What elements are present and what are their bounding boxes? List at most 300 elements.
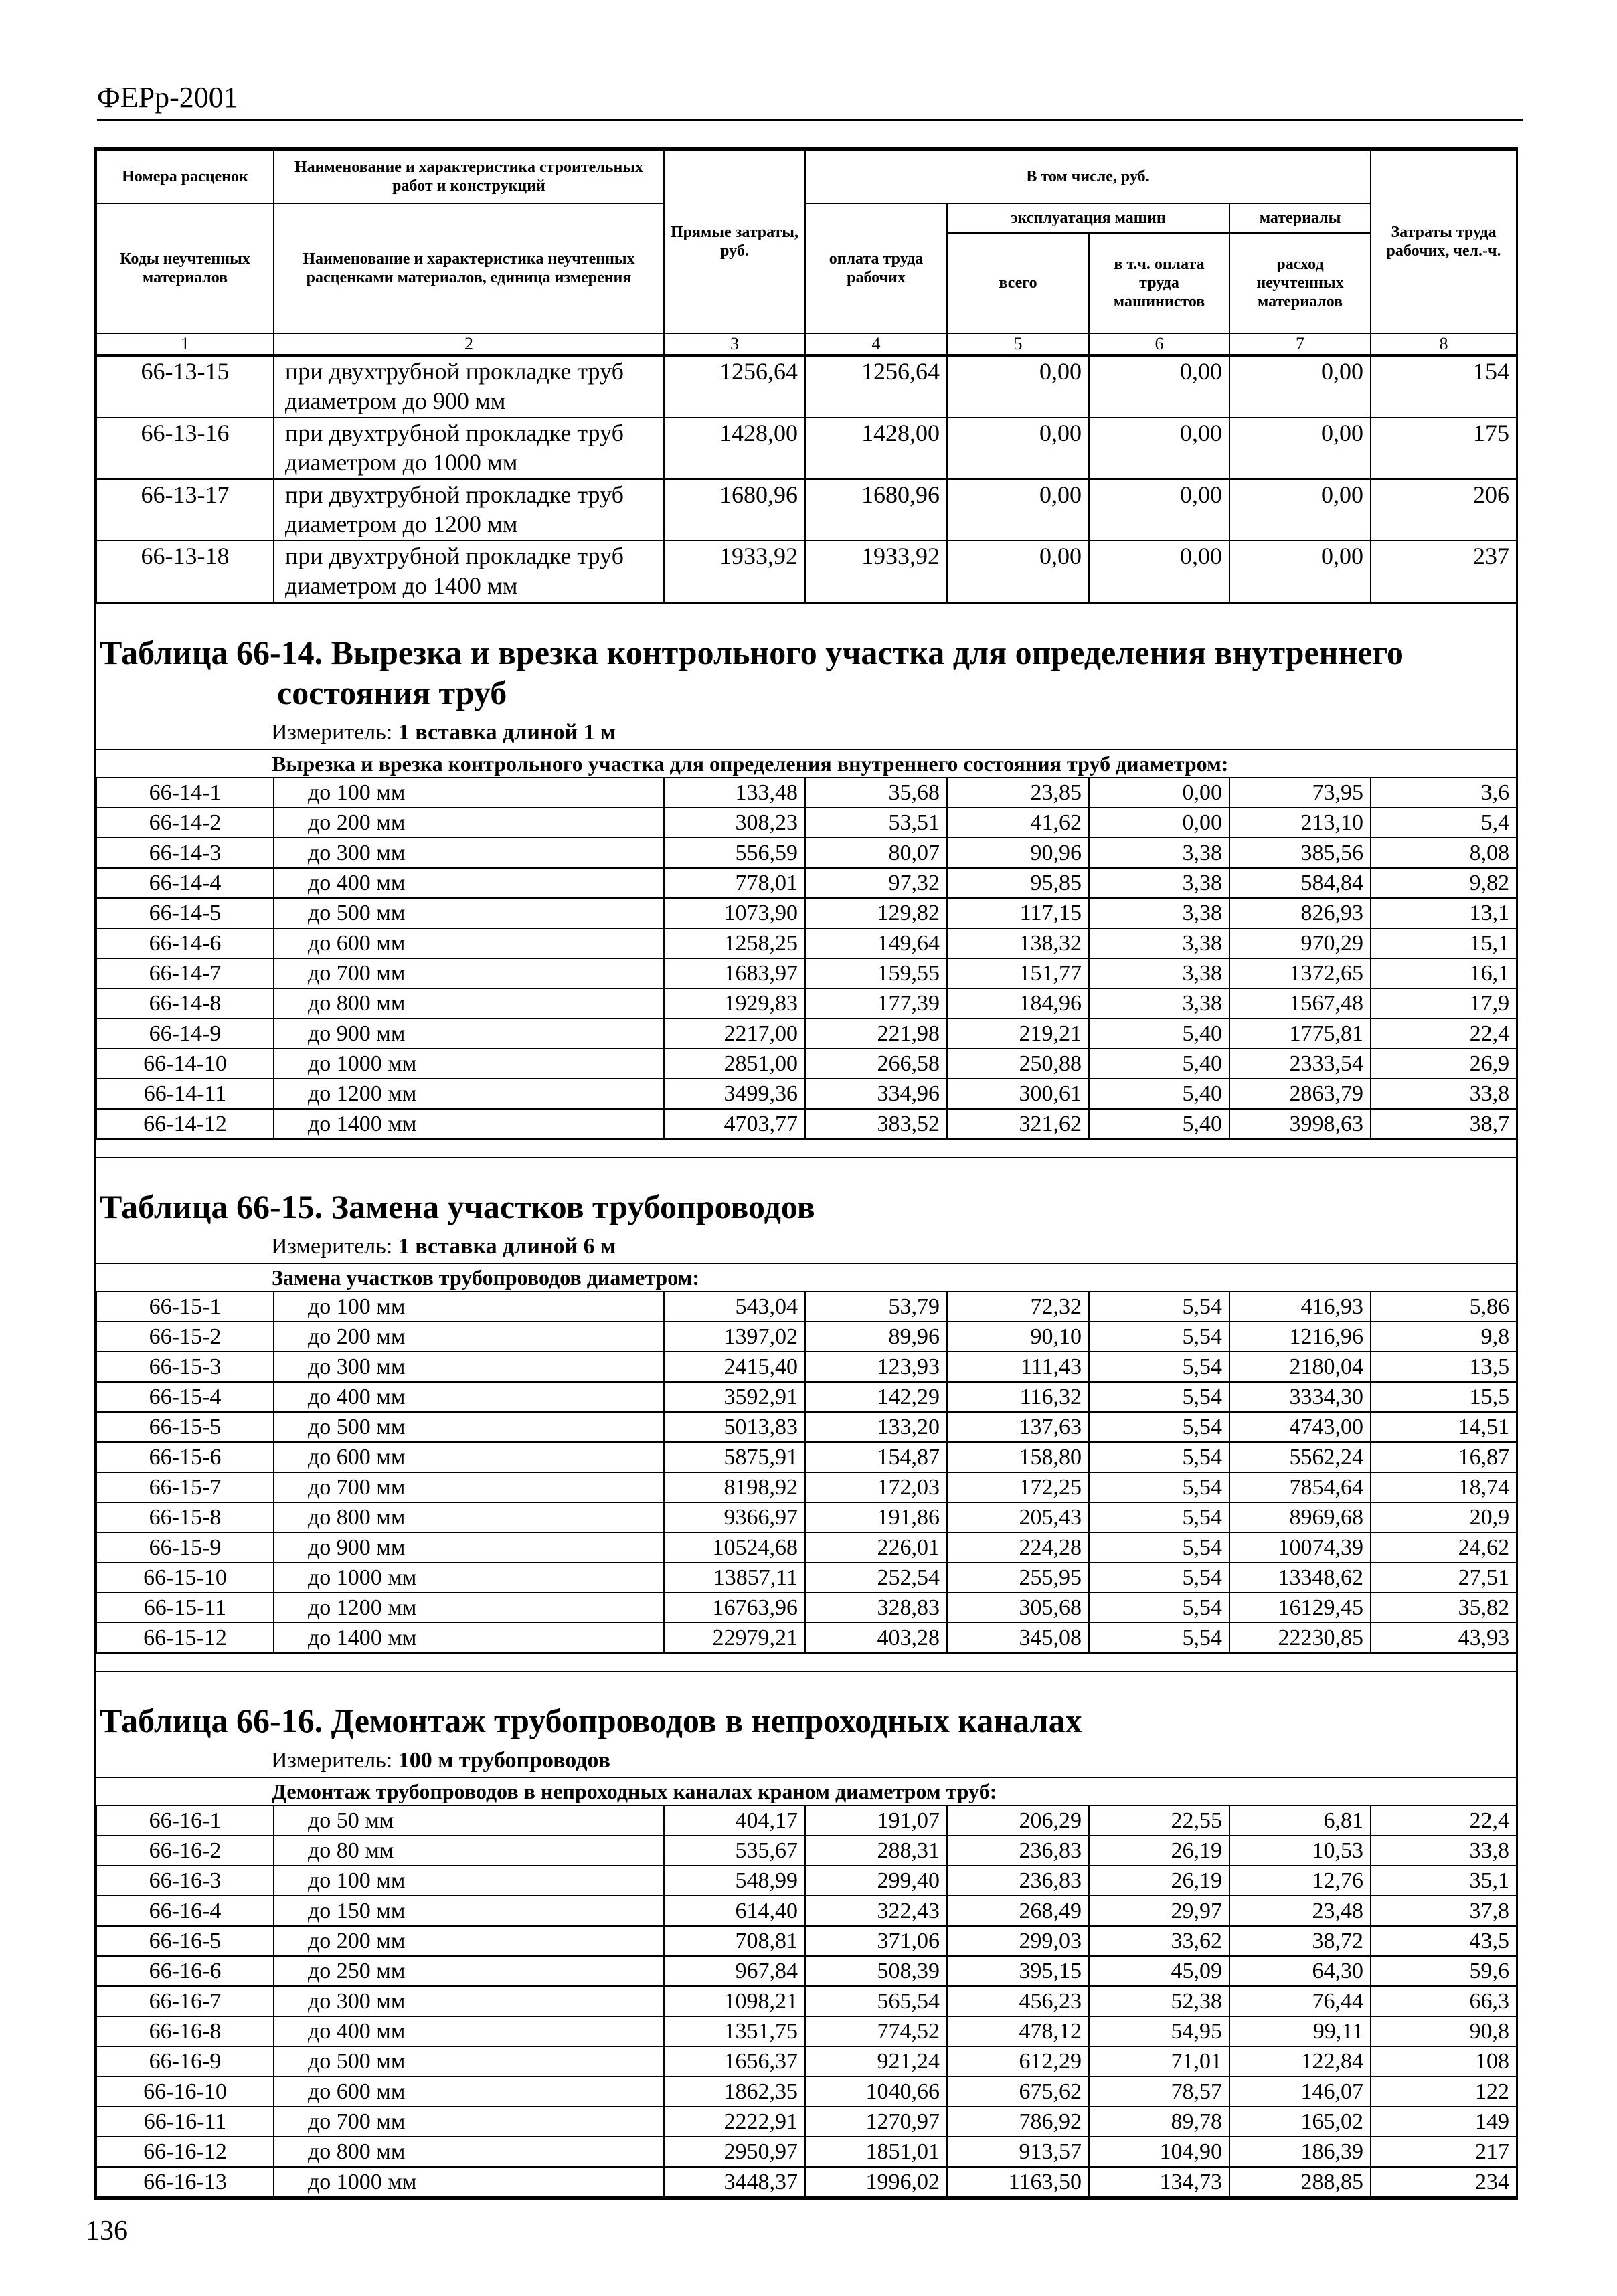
worker-pay-cell: 97,32 xyxy=(805,868,947,898)
machinist-pay-cell: 45,09 xyxy=(1089,1956,1229,1986)
machinist-pay-cell: 33,62 xyxy=(1089,1926,1229,1956)
table-row xyxy=(96,808,1517,838)
table-row xyxy=(96,1563,1517,1593)
machines-total-cell: 205,43 xyxy=(947,1502,1089,1532)
rate-code-cell: 66-14-6 xyxy=(96,928,274,958)
worker-pay-cell: 1428,00 xyxy=(805,418,947,479)
meter-row: Измеритель: 1 вставка длиной 6 м xyxy=(271,1234,616,1259)
direct-costs-cell: 1862,35 xyxy=(664,2077,805,2107)
section-66-14 xyxy=(96,603,1516,1157)
machines-total-cell: 184,96 xyxy=(947,988,1089,1019)
materials-cell: 1775,81 xyxy=(1229,1019,1371,1049)
labor-hours-cell: 22,4 xyxy=(1371,1019,1517,1049)
header-labor-costs: Затраты труда рабочих, чел.-ч. xyxy=(1371,150,1517,333)
worker-pay-cell: 221,98 xyxy=(805,1019,947,1049)
machines-total-cell: 158,80 xyxy=(947,1442,1089,1472)
machinist-pay-cell: 5,54 xyxy=(1089,1292,1229,1322)
labor-hours-cell: 108 xyxy=(1371,2046,1517,2077)
worker-pay-cell: 383,52 xyxy=(805,1109,947,1139)
worker-pay-cell: 1256,64 xyxy=(805,356,947,418)
materials-cell: 10074,39 xyxy=(1229,1532,1371,1563)
machines-total-cell: 300,61 xyxy=(947,1079,1089,1109)
rate-code-cell: 66-16-5 xyxy=(96,1926,274,1956)
direct-costs-cell: 1397,02 xyxy=(664,1322,805,1352)
table-row xyxy=(96,1382,1517,1412)
machinist-pay-cell: 5,54 xyxy=(1089,1532,1229,1563)
rate-code-cell: 66-16-8 xyxy=(96,2016,274,2046)
table-row xyxy=(96,1623,1517,1653)
direct-costs-cell: 5013,83 xyxy=(664,1412,805,1442)
work-name-cell: до 800 мм xyxy=(274,988,664,1019)
machinist-pay-cell: 52,38 xyxy=(1089,1986,1229,2016)
column-number: 3 xyxy=(664,333,805,355)
work-name-cell: до 500 мм xyxy=(274,1412,664,1442)
direct-costs-cell: 2222,91 xyxy=(664,2107,805,2137)
direct-costs-cell: 9366,97 xyxy=(664,1502,805,1532)
machinist-pay-cell: 54,95 xyxy=(1089,2016,1229,2046)
rate-code-cell: 66-14-11 xyxy=(96,1079,274,1109)
machines-total-cell: 151,77 xyxy=(947,958,1089,988)
labor-hours-cell: 237 xyxy=(1371,541,1517,602)
header-direct-costs: Прямые затраты, руб. xyxy=(664,150,805,333)
materials-cell: 0,00 xyxy=(1229,418,1371,479)
materials-cell: 12,76 xyxy=(1229,1866,1371,1896)
work-name-cell: до 500 мм xyxy=(274,898,664,928)
labor-hours-cell: 149 xyxy=(1371,2107,1517,2137)
work-name-cell: при двухтрубной прокладке труб диаметром до 1000 мм xyxy=(274,418,664,479)
rate-code-cell: 66-15-3 xyxy=(96,1352,274,1382)
column-number: 6 xyxy=(1089,333,1229,355)
table-row xyxy=(96,928,1517,958)
materials-cell: 1567,48 xyxy=(1229,988,1371,1019)
direct-costs-cell: 22979,21 xyxy=(664,1623,805,1653)
machines-total-cell: 321,62 xyxy=(947,1109,1089,1139)
direct-costs-cell: 5875,91 xyxy=(664,1442,805,1472)
table-row xyxy=(96,1292,1517,1322)
labor-hours-cell: 206 xyxy=(1371,479,1517,541)
labor-hours-cell: 59,6 xyxy=(1371,1956,1517,1986)
labor-hours-cell: 90,8 xyxy=(1371,2016,1517,2046)
machines-total-cell: 255,95 xyxy=(947,1563,1089,1593)
table-row xyxy=(96,1956,1517,1986)
worker-pay-cell: 159,55 xyxy=(805,958,947,988)
materials-cell: 8969,68 xyxy=(1229,1502,1371,1532)
header-including: В том числе, руб. xyxy=(805,150,1371,203)
rate-code-cell: 66-16-1 xyxy=(96,1805,274,1836)
work-name-cell: при двухтрубной прокладке труб диаметром до 1400 мм xyxy=(274,541,664,602)
direct-costs-cell: 778,01 xyxy=(664,868,805,898)
machines-total-cell: 236,83 xyxy=(947,1866,1089,1896)
machines-total-cell: 0,00 xyxy=(947,479,1089,541)
worker-pay-cell: 191,86 xyxy=(805,1502,947,1532)
rate-code-cell: 66-14-3 xyxy=(96,838,274,868)
machines-total-cell: 206,29 xyxy=(947,1805,1089,1836)
subheading-row: Замена участков трубопроводов диаметром: xyxy=(96,1263,1517,1292)
work-name-cell: до 900 мм xyxy=(274,1532,664,1563)
work-name-cell: до 300 мм xyxy=(274,838,664,868)
direct-costs-cell: 2950,97 xyxy=(664,2137,805,2167)
table-row xyxy=(96,1593,1517,1623)
work-name-cell: до 150 мм xyxy=(274,1896,664,1926)
materials-cell: 6,81 xyxy=(1229,1805,1371,1836)
worker-pay-cell: 403,28 xyxy=(805,1623,947,1653)
machinist-pay-cell: 29,97 xyxy=(1089,1896,1229,1926)
rate-code-cell: 66-16-9 xyxy=(96,2046,274,2077)
machines-total-cell: 138,32 xyxy=(947,928,1089,958)
direct-costs-cell: 4703,77 xyxy=(664,1109,805,1139)
labor-hours-cell: 217 xyxy=(1371,2137,1517,2167)
column-number: 2 xyxy=(274,333,664,355)
machines-total-cell: 478,12 xyxy=(947,2016,1089,2046)
rate-code-cell: 66-13-18 xyxy=(96,541,274,602)
machinist-pay-cell: 104,90 xyxy=(1089,2137,1229,2167)
machines-total-cell: 305,68 xyxy=(947,1593,1089,1623)
materials-cell: 970,29 xyxy=(1229,928,1371,958)
worker-pay-cell: 133,20 xyxy=(805,1412,947,1442)
worker-pay-cell: 53,51 xyxy=(805,808,947,838)
direct-costs-cell: 967,84 xyxy=(664,1956,805,1986)
labor-hours-cell: 5,86 xyxy=(1371,1292,1517,1322)
machinist-pay-cell: 5,54 xyxy=(1089,1472,1229,1502)
worker-pay-cell: 565,54 xyxy=(805,1986,947,2016)
materials-cell: 0,00 xyxy=(1229,479,1371,541)
materials-cell: 73,95 xyxy=(1229,778,1371,808)
direct-costs-cell: 1256,64 xyxy=(664,356,805,418)
table-row xyxy=(96,2137,1517,2167)
rate-code-cell: 66-16-7 xyxy=(96,1986,274,2016)
labor-hours-cell: 22,4 xyxy=(1371,1805,1517,1836)
worker-pay-cell: 1040,66 xyxy=(805,2077,947,2107)
materials-cell: 146,07 xyxy=(1229,2077,1371,2107)
section-title: Таблица 66-15. Замена участков трубопроводов xyxy=(100,1188,815,1225)
materials-cell: 288,85 xyxy=(1229,2167,1371,2197)
worker-pay-cell: 89,96 xyxy=(805,1322,947,1352)
rate-code-cell: 66-16-10 xyxy=(96,2077,274,2107)
rate-code-cell: 66-14-12 xyxy=(96,1109,274,1139)
work-name-cell: до 600 мм xyxy=(274,1442,664,1472)
materials-cell: 186,39 xyxy=(1229,2137,1371,2167)
table-row xyxy=(96,1836,1517,1866)
direct-costs-cell: 10524,68 xyxy=(664,1532,805,1563)
machinist-pay-cell: 3,38 xyxy=(1089,898,1229,928)
section-66-16 xyxy=(96,1671,1516,2198)
rate-code-cell: 66-14-10 xyxy=(96,1049,274,1079)
machinist-pay-cell: 5,54 xyxy=(1089,1322,1229,1352)
rate-code-cell: 66-14-9 xyxy=(96,1019,274,1049)
machines-total-cell: 219,21 xyxy=(947,1019,1089,1049)
table-row xyxy=(96,2107,1517,2137)
table-row xyxy=(96,778,1517,808)
work-name-cell: до 200 мм xyxy=(274,1322,664,1352)
direct-costs-cell: 1683,97 xyxy=(664,958,805,988)
table-row xyxy=(96,541,1517,602)
direct-costs-cell: 8198,92 xyxy=(664,1472,805,1502)
worker-pay-cell: 226,01 xyxy=(805,1532,947,1563)
work-name-cell: до 400 мм xyxy=(274,2016,664,2046)
machinist-pay-cell: 134,73 xyxy=(1089,2167,1229,2197)
materials-cell: 2180,04 xyxy=(1229,1352,1371,1382)
header-material-codes: Коды неучтенных материалов xyxy=(96,203,274,333)
materials-cell: 0,00 xyxy=(1229,356,1371,418)
worker-pay-cell: 252,54 xyxy=(805,1563,947,1593)
meter-row: Измеритель: 1 вставка длиной 1 м xyxy=(271,720,616,745)
materials-cell: 385,56 xyxy=(1229,838,1371,868)
machines-total-cell: 612,29 xyxy=(947,2046,1089,2077)
rates-sheet xyxy=(94,147,1518,2200)
machines-total-cell: 268,49 xyxy=(947,1896,1089,1926)
direct-costs-cell: 1351,75 xyxy=(664,2016,805,2046)
direct-costs-cell: 1656,37 xyxy=(664,2046,805,2077)
work-name-cell: при двухтрубной прокладке труб диаметром до 1200 мм xyxy=(274,479,664,541)
machines-total-cell: 95,85 xyxy=(947,868,1089,898)
materials-cell: 0,00 xyxy=(1229,541,1371,602)
labor-hours-cell: 15,1 xyxy=(1371,928,1517,958)
worker-pay-cell: 1680,96 xyxy=(805,479,947,541)
meter-row: Измеритель: 100 м трубопроводов xyxy=(271,1748,611,1773)
direct-costs-cell: 1929,83 xyxy=(664,988,805,1019)
worker-pay-cell: 1933,92 xyxy=(805,541,947,602)
machinist-pay-cell: 3,38 xyxy=(1089,838,1229,868)
rate-code-cell: 66-15-12 xyxy=(96,1623,274,1653)
table-row xyxy=(96,1926,1517,1956)
work-name-cell: до 1000 мм xyxy=(274,2167,664,2197)
column-numbers-row xyxy=(96,333,1517,355)
materials-cell: 1216,96 xyxy=(1229,1322,1371,1352)
work-name-cell: до 900 мм xyxy=(274,1019,664,1049)
direct-costs-cell: 16763,96 xyxy=(664,1593,805,1623)
materials-cell: 16129,45 xyxy=(1229,1593,1371,1623)
machines-total-cell: 395,15 xyxy=(947,1956,1089,1986)
table-66-15 xyxy=(96,1263,1517,1654)
labor-hours-cell: 8,08 xyxy=(1371,838,1517,868)
machines-total-cell: 299,03 xyxy=(947,1926,1089,1956)
table-row xyxy=(96,1049,1517,1079)
machines-total-cell: 137,63 xyxy=(947,1412,1089,1442)
work-name-cell: до 200 мм xyxy=(274,808,664,838)
subheading-row: Вырезка и врезка контрольного участка для определения внутреннего состояния труб диаметром: xyxy=(96,749,1517,778)
labor-hours-cell: 26,9 xyxy=(1371,1049,1517,1079)
work-name-cell: до 600 мм xyxy=(274,2077,664,2107)
materials-cell: 3998,63 xyxy=(1229,1109,1371,1139)
materials-cell: 416,93 xyxy=(1229,1292,1371,1322)
machinist-pay-cell: 3,38 xyxy=(1089,958,1229,988)
machines-total-cell: 90,96 xyxy=(947,838,1089,868)
work-name-cell: до 50 мм xyxy=(274,1805,664,1836)
machinist-pay-cell: 5,54 xyxy=(1089,1623,1229,1653)
labor-hours-cell: 16,87 xyxy=(1371,1442,1517,1472)
materials-cell: 99,11 xyxy=(1229,2016,1371,2046)
direct-costs-cell: 133,48 xyxy=(664,778,805,808)
labor-hours-cell: 35,82 xyxy=(1371,1593,1517,1623)
labor-hours-cell: 27,51 xyxy=(1371,1563,1517,1593)
work-name-cell: до 300 мм xyxy=(274,1352,664,1382)
direct-costs-cell: 1680,96 xyxy=(664,479,805,541)
machines-total-cell: 23,85 xyxy=(947,778,1089,808)
direct-costs-cell: 614,40 xyxy=(664,1896,805,1926)
header-worker-pay: оплата труда рабочих xyxy=(805,203,947,333)
labor-hours-cell: 37,8 xyxy=(1371,1896,1517,1926)
machinist-pay-cell: 5,40 xyxy=(1089,1079,1229,1109)
machines-total-cell: 250,88 xyxy=(947,1049,1089,1079)
labor-hours-cell: 14,51 xyxy=(1371,1412,1517,1442)
direct-costs-cell: 708,81 xyxy=(664,1926,805,1956)
machines-total-cell: 0,00 xyxy=(947,356,1089,418)
labor-hours-cell: 234 xyxy=(1371,2167,1517,2197)
header-work-name: Наименование и характеристика строительных работ и конструкций xyxy=(274,150,664,203)
rate-code-cell: 66-15-1 xyxy=(96,1292,274,1322)
work-name-cell: до 1200 мм xyxy=(274,1079,664,1109)
table-row xyxy=(96,2016,1517,2046)
header-material-name: Наименование и характеристика неучтенных расценками материалов, единица измерения xyxy=(274,203,664,333)
materials-cell: 22230,85 xyxy=(1229,1623,1371,1653)
rate-code-cell: 66-15-6 xyxy=(96,1442,274,1472)
rate-code-cell: 66-15-10 xyxy=(96,1563,274,1593)
table-row xyxy=(96,1019,1517,1049)
machinist-pay-cell: 5,54 xyxy=(1089,1563,1229,1593)
materials-cell: 213,10 xyxy=(1229,808,1371,838)
machinist-pay-cell: 5,54 xyxy=(1089,1412,1229,1442)
machinist-pay-cell: 5,54 xyxy=(1089,1442,1229,1472)
work-name-cell: до 800 мм xyxy=(274,2137,664,2167)
work-name-cell: до 700 мм xyxy=(274,1472,664,1502)
page-header xyxy=(97,79,1523,121)
work-name-cell: до 1200 мм xyxy=(274,1593,664,1623)
rate-code-cell: 66-16-11 xyxy=(96,2107,274,2137)
machinist-pay-cell: 26,19 xyxy=(1089,1866,1229,1896)
materials-cell: 13348,62 xyxy=(1229,1563,1371,1593)
work-name-cell: до 250 мм xyxy=(274,1956,664,1986)
labor-hours-cell: 16,1 xyxy=(1371,958,1517,988)
machines-total-cell: 675,62 xyxy=(947,2077,1089,2107)
rate-code-cell: 66-15-5 xyxy=(96,1412,274,1442)
labor-hours-cell: 9,8 xyxy=(1371,1322,1517,1352)
worker-pay-cell: 177,39 xyxy=(805,988,947,1019)
direct-costs-cell: 13857,11 xyxy=(664,1563,805,1593)
direct-costs-cell: 2415,40 xyxy=(664,1352,805,1382)
labor-hours-cell: 3,6 xyxy=(1371,778,1517,808)
rate-code-cell: 66-13-16 xyxy=(96,418,274,479)
machinist-pay-cell: 5,40 xyxy=(1089,1019,1229,1049)
worker-pay-cell: 123,93 xyxy=(805,1352,947,1382)
labor-hours-cell: 15,5 xyxy=(1371,1382,1517,1412)
worker-pay-cell: 191,07 xyxy=(805,1805,947,1836)
table-66-14 xyxy=(96,749,1517,1140)
machinist-pay-cell: 0,00 xyxy=(1089,418,1229,479)
materials-cell: 3334,30 xyxy=(1229,1382,1371,1412)
table-row xyxy=(96,1866,1517,1896)
worker-pay-cell: 172,03 xyxy=(805,1472,947,1502)
work-name-cell: до 600 мм xyxy=(274,928,664,958)
document-code: ФЕРр-2001 xyxy=(97,81,238,114)
worker-pay-cell: 334,96 xyxy=(805,1079,947,1109)
rate-code-cell: 66-14-4 xyxy=(96,868,274,898)
table-row xyxy=(96,1986,1517,2016)
direct-costs-cell: 2217,00 xyxy=(664,1019,805,1049)
work-name-cell: до 500 мм xyxy=(274,2046,664,2077)
labor-hours-cell: 175 xyxy=(1371,418,1517,479)
rate-code-cell: 66-16-4 xyxy=(96,1896,274,1926)
labor-hours-cell: 35,1 xyxy=(1371,1866,1517,1896)
machinist-pay-cell: 78,57 xyxy=(1089,2077,1229,2107)
table-row xyxy=(96,1352,1517,1382)
rate-code-cell: 66-15-11 xyxy=(96,1593,274,1623)
direct-costs-cell: 535,67 xyxy=(664,1836,805,1866)
rate-code-cell: 66-16-6 xyxy=(96,1956,274,1986)
labor-hours-cell: 43,5 xyxy=(1371,1926,1517,1956)
labor-hours-cell: 18,74 xyxy=(1371,1472,1517,1502)
rate-code-cell: 66-13-17 xyxy=(96,479,274,541)
table-row xyxy=(96,1412,1517,1442)
direct-costs-cell: 2851,00 xyxy=(664,1049,805,1079)
direct-costs-cell: 3592,91 xyxy=(664,1382,805,1412)
table-row xyxy=(96,1322,1517,1352)
machinist-pay-cell: 89,78 xyxy=(1089,2107,1229,2137)
rate-code-cell: 66-16-2 xyxy=(96,1836,274,1866)
machinist-pay-cell: 0,00 xyxy=(1089,356,1229,418)
column-number: 1 xyxy=(96,333,274,355)
worker-pay-cell: 142,29 xyxy=(805,1382,947,1412)
worker-pay-cell: 53,79 xyxy=(805,1292,947,1322)
worker-pay-cell: 921,24 xyxy=(805,2046,947,2077)
labor-hours-cell: 66,3 xyxy=(1371,1986,1517,2016)
worker-pay-cell: 299,40 xyxy=(805,1866,947,1896)
table-row xyxy=(96,868,1517,898)
machinist-pay-cell: 0,00 xyxy=(1089,808,1229,838)
materials-cell: 165,02 xyxy=(1229,2107,1371,2137)
direct-costs-cell: 543,04 xyxy=(664,1292,805,1322)
table-row xyxy=(96,2046,1517,2077)
column-number: 5 xyxy=(947,333,1089,355)
section-title: Таблица 66-16. Демонтаж трубопроводов в непроходных каналах xyxy=(100,1702,1082,1739)
labor-hours-cell: 154 xyxy=(1371,356,1517,418)
worker-pay-cell: 154,87 xyxy=(805,1442,947,1472)
machinist-pay-cell: 3,38 xyxy=(1089,988,1229,1019)
rate-code-cell: 66-16-13 xyxy=(96,2167,274,2197)
table-row xyxy=(96,988,1517,1019)
work-name-cell: до 700 мм xyxy=(274,2107,664,2137)
worker-pay-cell: 80,07 xyxy=(805,838,947,868)
work-name-cell: до 200 мм xyxy=(274,1926,664,1956)
machines-total-cell: 172,25 xyxy=(947,1472,1089,1502)
rate-code-cell: 66-15-9 xyxy=(96,1532,274,1563)
rate-code-cell: 66-15-4 xyxy=(96,1382,274,1412)
direct-costs-cell: 548,99 xyxy=(664,1866,805,1896)
materials-cell: 10,53 xyxy=(1229,1836,1371,1866)
materials-cell: 5562,24 xyxy=(1229,1442,1371,1472)
table-row xyxy=(96,479,1517,541)
materials-cell: 1372,65 xyxy=(1229,958,1371,988)
materials-cell: 76,44 xyxy=(1229,1986,1371,2016)
direct-costs-cell: 3448,37 xyxy=(664,2167,805,2197)
machines-total-cell: 0,00 xyxy=(947,541,1089,602)
machinist-pay-cell: 3,38 xyxy=(1089,928,1229,958)
rate-code-cell: 66-15-8 xyxy=(96,1502,274,1532)
rate-code-cell: 66-14-8 xyxy=(96,988,274,1019)
header-machinist-pay: в т.ч. оплата труда машинистов xyxy=(1089,233,1229,333)
rate-code-cell: 66-14-7 xyxy=(96,958,274,988)
worker-pay-cell: 774,52 xyxy=(805,2016,947,2046)
header-machines: эксплуатация машин xyxy=(947,203,1229,233)
direct-costs-cell: 1073,90 xyxy=(664,898,805,928)
direct-costs-cell: 1258,25 xyxy=(664,928,805,958)
rate-code-cell: 66-15-2 xyxy=(96,1322,274,1352)
work-name-cell: до 100 мм xyxy=(274,1292,664,1322)
materials-cell: 7854,64 xyxy=(1229,1472,1371,1502)
table-row xyxy=(96,2077,1517,2107)
machinist-pay-cell: 71,01 xyxy=(1089,2046,1229,2077)
rate-code-cell: 66-14-1 xyxy=(96,778,274,808)
table-row xyxy=(96,356,1517,418)
